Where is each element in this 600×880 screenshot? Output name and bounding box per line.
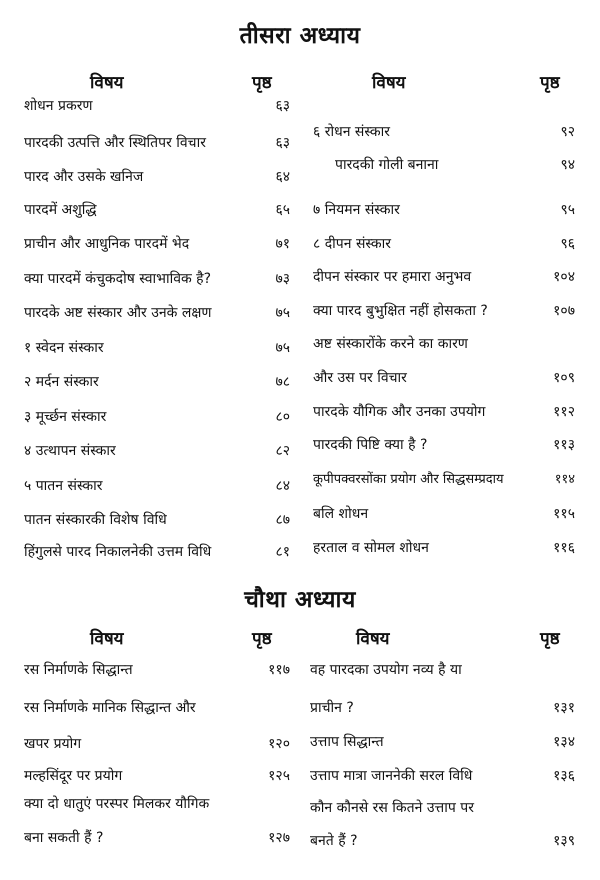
ch4-left-page-header: पृष्ठ [252,629,272,649]
toc-entry-text: २ मर्दन संस्कार [24,374,99,390]
toc-entry-text: हिंगुलसे पारद निकालनेकी उत्तम विधि [24,544,212,560]
ch3-right-page-header: पृष्ठ [540,73,560,93]
toc-entry-text: पारद और उसके खनिज [24,169,144,185]
toc-entry-text: पातन संस्कारकी विशेष विधि [24,512,167,528]
toc-entry-page: १०७ [553,303,575,319]
toc-entry-text: ४ उत्थापन संस्कार [24,443,116,459]
toc-entry-text: दीपन संस्कार पर हमारा अनुभव [313,269,472,285]
chapter3-title: तीसरा अध्याय [239,23,361,49]
toc-entry-text: प्राचीन ? [310,700,354,716]
toc-entry-page: १३६ [553,768,575,784]
ch3-left-page-header: पृष्ठ [252,73,272,93]
toc-entry-text: उत्ताप मात्रा जाननेकी सरल विधि [310,768,473,784]
ch4-left-subject-header: विषय [90,629,124,649]
toc-entry-text: कूपीपक्वरसोंका प्रयोग और सिद्धसम्प्रदाय [313,472,504,487]
toc-entry-page: १२५ [268,768,290,784]
toc-entry-text: अष्ट संस्कारोंके करने का कारण [313,336,468,352]
ch4-right-subject-header: विषय [356,629,390,649]
toc-entry-page: ९५ [560,202,575,218]
toc-entry-text: रस निर्माणके सिद्धान्त [24,662,133,678]
toc-entry-page: १३४ [553,734,575,750]
toc-entry-page: ११४ [554,472,575,487]
toc-entry-text: ६ रोधन संस्कार [313,124,390,140]
toc-entry-text: खपर प्रयोग [24,736,82,752]
toc-entry-text: वह पारदका उपयोग नव्य है या [310,662,462,678]
toc-entry-page: ११६ [553,540,575,556]
toc-entry-page: १३१ [553,700,575,716]
toc-entry-page: ६३ [275,135,290,151]
toc-entry-page: ८१ [275,544,290,560]
toc-entry-page: १०४ [553,269,575,285]
toc-entry-page: ८० [275,409,290,425]
toc-entry-page: ६५ [275,202,290,218]
toc-entry-page: ११३ [553,437,575,453]
toc-entry-page: ७५ [275,340,290,356]
toc-entry-page: ११५ [553,506,575,522]
toc-entry-text: बनते हैं ? [310,833,358,849]
toc-entry-text: क्या पारदमें कंचुकदोष स्वाभाविक है? [24,271,212,287]
toc-entry-page: ७५ [275,305,290,321]
toc-entry-page: १२७ [268,830,290,846]
toc-entry-page: ११२ [553,404,575,420]
toc-entry-page: १०९ [553,370,575,386]
toc-entry-text: प्राचीन और आधुनिक पारदमें भेद [24,236,190,252]
toc-entry-text: क्या पारद बुभुक्षित नहीं होसकता ? [313,303,488,319]
toc-entry-page: ६३ [275,98,290,114]
toc-entry-text: मल्हसिंदूर पर प्रयोग [24,768,123,784]
ch3-right-subject-header: विषय [372,73,406,93]
toc-entry-text: पारदके यौगिक और उनका उपयोग [313,404,486,420]
toc-entry-text: ७ नियमन संस्कार [313,202,400,218]
toc-entry-text: ५ पातन संस्कार [24,478,103,494]
toc-entry-text: क्या दो धातुएं परस्पर मिलकर यौगिक [24,796,210,812]
toc-entry-text: पारदकी गोली बनाना [335,157,439,173]
toc-entry-page: ९२ [560,124,575,140]
toc-entry-text: बलि शोधन [313,506,369,522]
toc-entry-text: पारदकी पिष्टि क्या है ? [313,437,428,453]
toc-entry-text: पारदमें अशुद्धि [24,202,97,218]
toc-entry-text: ८ दीपन संस्कार [313,236,391,252]
toc-entry-page: ६४ [275,169,290,185]
ch4-right-page-header: पृष्ठ [540,629,560,649]
toc-entry-text: हरताल व सोमल शोधन [313,540,429,556]
toc-entry-page: ८७ [275,512,290,528]
toc-entry-page: १२० [268,736,290,752]
toc-entry-page: ७८ [275,374,290,390]
toc-entry-text: बना सकती हैं ? [24,830,104,846]
toc-entry-text: और उस पर विचार [313,370,407,386]
toc-entry-text: रस निर्माणके मानिक सिद्धान्त और [24,700,196,716]
toc-entry-page: ९६ [560,236,575,252]
toc-entry-page: ११७ [268,662,290,678]
toc-entry-text: शोधन प्रकरण [24,98,93,114]
toc-entry-text: उत्ताप सिद्धान्त [310,734,384,750]
toc-entry-text: कौन कौनसे रस कितने उत्ताप पर [310,800,474,816]
chapter4-title: चौथा अध्याय [244,587,356,613]
toc-entry-page: ९४ [560,157,575,173]
toc-entry-page: ८४ [275,478,290,494]
toc-entry-page: ८२ [275,443,290,459]
toc-entry-text: पारदके अष्ट संस्कार और उनके लक्षण [24,305,212,321]
ch3-left-subject-header: विषय [90,73,124,93]
toc-entry-page: ७३ [275,271,290,287]
toc-entry-text: १ स्वेदन संस्कार [24,340,104,356]
toc-entry-page: १३९ [553,833,575,849]
toc-entry-text: ३ मूर्च्छन संस्कार [24,409,107,425]
toc-entry-page: ७१ [275,236,290,252]
toc-entry-text: पारदकी उत्पत्ति और स्थितिपर विचार [24,135,206,151]
